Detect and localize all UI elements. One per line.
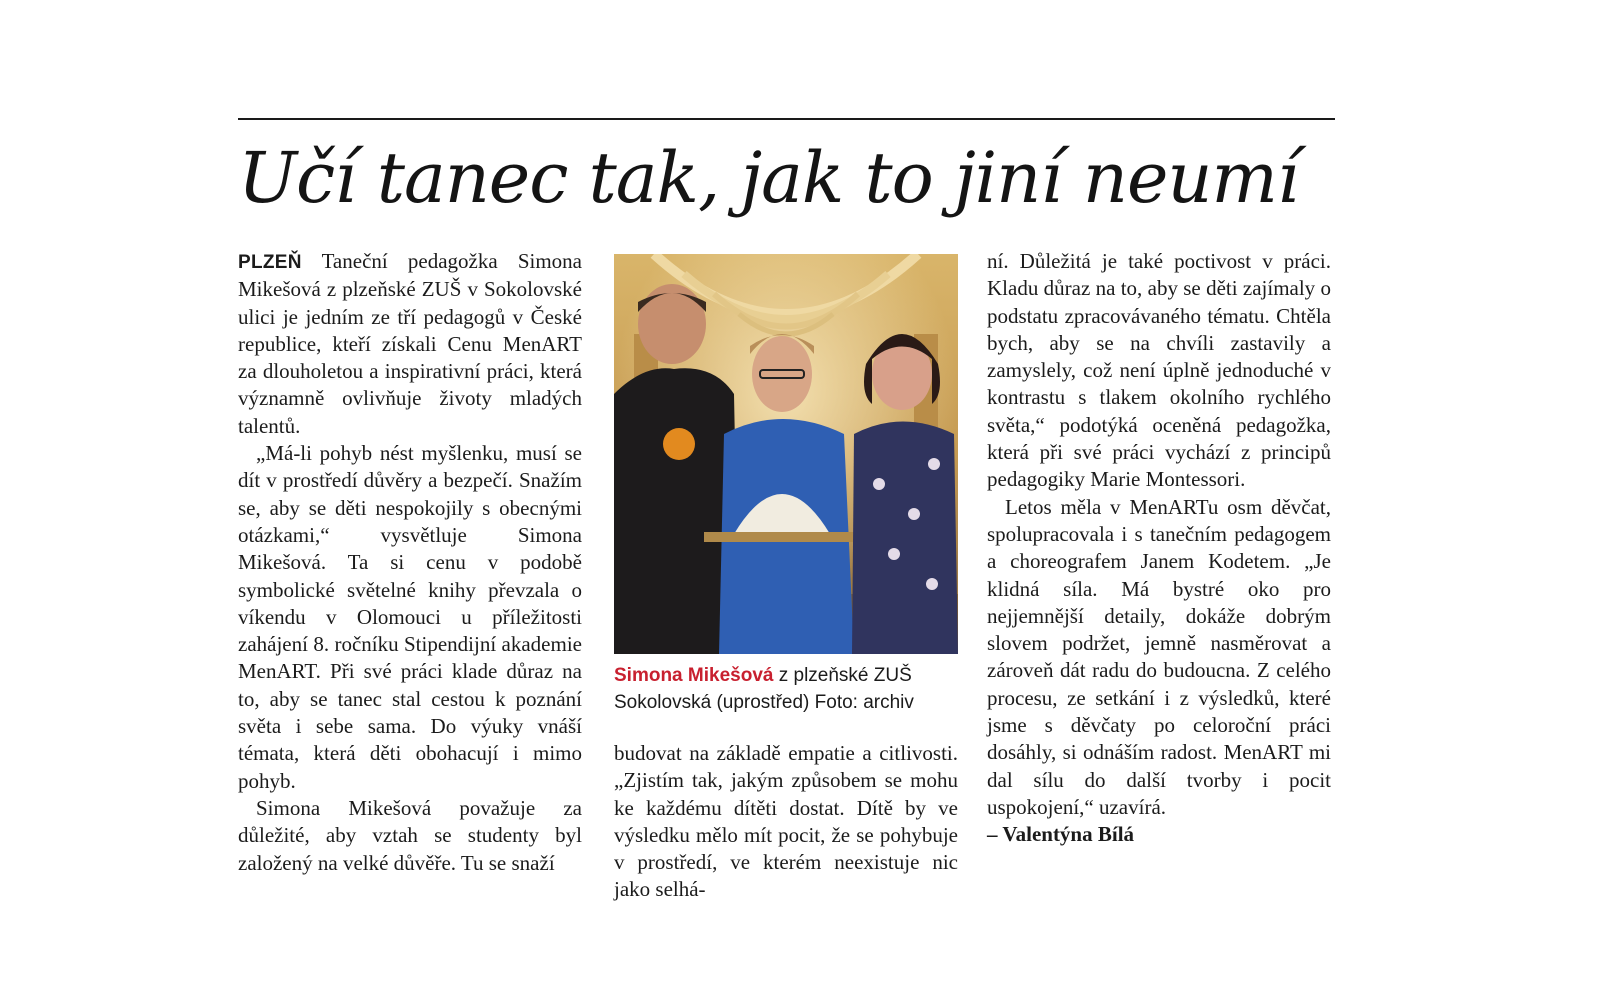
column-3 [987, 248, 1331, 849]
column-1 [238, 248, 582, 877]
article-photo [614, 254, 958, 654]
headline: Učí tanec tak, jak to jiní neumí [238, 137, 1299, 219]
author-signature: – Valentýna Bílá [987, 822, 1135, 847]
photo-caption [614, 662, 964, 716]
paragraph-2: „Má-li pohyb nést myšlenku, musí se dít v prostředí důvěry a bezpečí. Snažím se, aby se děti nespokojily s obecnými otázkami,“ vysvětluje Simona Mikešová. Ta si cenu v podobě symbolické světelné knihy převzala o víkendu v Olomouci u příležitosti zahájení 8. ročníku Stipendijní akademie MenART. Při své práci klade důraz na to, aby se tanec stal cestou k poznání světa i sebe sama. Do výuky vnáší témata, která děti obohacují i mimo pohyb. [238, 441, 582, 793]
top-rule [238, 118, 1335, 120]
column-2 [614, 740, 958, 904]
paragraph-4: budovat na základě empatie a citlivosti. „Zjistím tak, jakým způsobem se mohu ke každému dítěti dostat. Dítě by ve výsledku mělo mít pocit, že se pohybuje v prostředí, ve kterém neexistuje nic jako selhá- [614, 741, 958, 902]
caption-text: z plzeňské ZUŠ Sokolovská (uprostřed) Foto: archiv [614, 665, 914, 713]
dateline: PLZEŇ [238, 252, 302, 273]
caption-name: Simona Mikešová [614, 665, 774, 686]
paragraph-6: Letos měla v MenARTu osm děvčat, spolupracovala i s tanečním pedagogem a choreografem Janem Kodetem. „Je klidná síla. Má bystré oko pro nejjemnější detaily, dokáže dobrým slovem podržet, jemně nasměrovat a zároveň dát radu do budoucna. Z celého procesu, ze setkání i z výsledků, které jsme s děvčaty po celoroční práci dosáhly, si odnáším radost. MenART mi dal sílu do další tvorby i pocit uspokojení,“ uzavírá. [987, 494, 1331, 819]
paragraph-3: Simona Mikešová považuje za důležité, aby vztah se studenty byl založený na velké důvěře. Tu se snaží [238, 795, 582, 875]
paragraph-1-text: Taneční pedagožka Simona Mikešová z plzeňské ZUŠ v Sokolovské ulici je jedním ze tří pedagogů v České republice, kteří získali Cenu MenART za dlouholetou a inspirativní práci, která významně ovlivňuje životy mladých talentů. [238, 249, 582, 438]
paragraph-1 [238, 248, 582, 440]
paragraph-5: ní. Důležitá je také poctivost v práci. Kladu důraz na to, aby se děti zajímaly o podstatu zpracovávaného tématu. Chtěla bych, aby se na chvíli zastavily a zamyslely, což není úplně jednoduché v kontrastu s tlakem okolního rychlého světa,“ podotýká oceněná pedagožka, která při své práci vychází z principů pedagogiky Marie Montessori. [987, 249, 1331, 492]
